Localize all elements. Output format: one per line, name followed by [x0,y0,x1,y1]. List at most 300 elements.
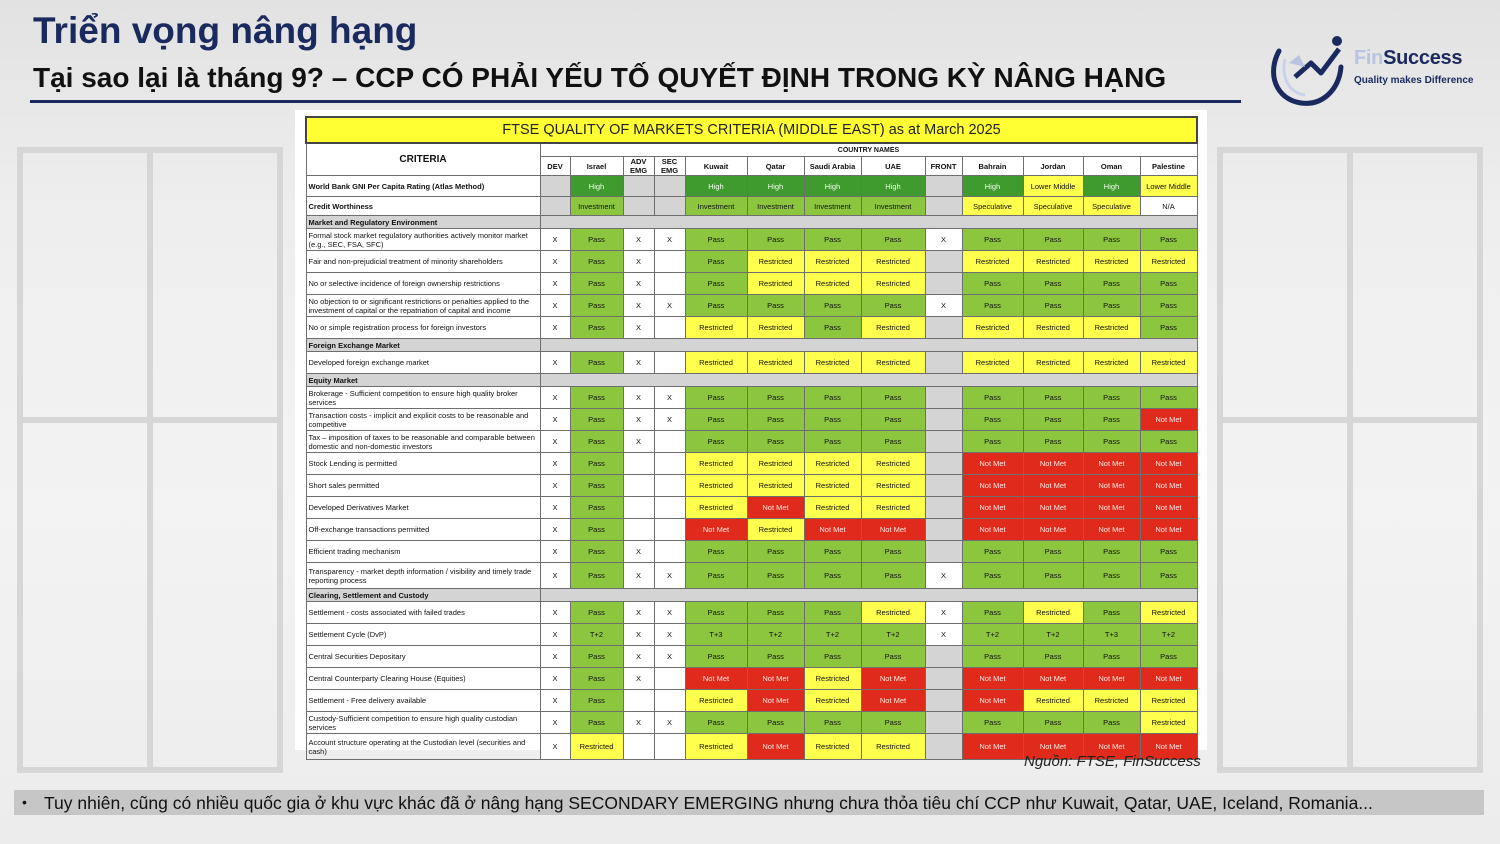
column-header: UAE [861,157,925,176]
status-cell: Pass [685,409,747,431]
status-cell: X [540,646,570,668]
status-cell: Not Met [747,690,804,712]
status-cell: Pass [804,431,861,453]
section-filler [540,374,1197,387]
status-cell: High [747,176,804,197]
status-cell [925,273,962,295]
status-cell [623,475,654,497]
status-cell: Pass [804,646,861,668]
status-cell: Restricted [1023,251,1083,273]
criteria-label: Developed foreign exchange market [306,352,540,374]
status-cell: Restricted [1023,690,1083,712]
status-cell: Pass [570,541,623,563]
page-title: Triển vọng nâng hạng [33,10,418,51]
status-cell: Pass [747,712,804,734]
status-cell: Pass [570,519,623,541]
status-cell: Pass [747,295,804,317]
criteria-label: Settlement - Free delivery available [306,690,540,712]
status-cell: Pass [962,646,1023,668]
status-cell: T+2 [962,624,1023,646]
status-cell: Restricted [962,317,1023,339]
status-cell: Restricted [804,453,861,475]
criteria-label: Settlement Cycle (DvP) [306,624,540,646]
criteria-label: Efficient trading mechanism [306,541,540,563]
criteria-row [306,387,1197,409]
status-cell: Not Met [1023,453,1083,475]
status-cell: High [861,176,925,197]
status-cell: X [654,602,685,624]
criteria-label: World Bank GNI Per Capita Rating (Atlas Method) [306,176,540,197]
status-cell: Restricted [1083,317,1140,339]
status-cell [654,519,685,541]
status-cell: T+3 [1083,624,1140,646]
status-cell [623,197,654,216]
status-cell: X [540,497,570,519]
status-cell: Not Met [1023,497,1083,519]
status-cell: Not Met [1140,475,1197,497]
status-cell: Pass [570,409,623,431]
column-header: Bahrain [962,157,1023,176]
status-cell: Pass [962,273,1023,295]
criteria-label: Developed Derivatives Market [306,497,540,519]
status-cell: Pass [685,563,747,589]
status-cell: X [623,624,654,646]
status-cell: X [623,668,654,690]
status-cell: Not Met [1083,734,1140,760]
status-cell: Pass [570,712,623,734]
column-header: FRONT [925,157,962,176]
status-cell: X [540,712,570,734]
column-header: Saudi Arabia [804,157,861,176]
status-cell: Pass [1140,646,1197,668]
status-cell: Pass [570,251,623,273]
status-cell: Restricted [685,497,747,519]
status-cell: Restricted [747,273,804,295]
status-cell: Pass [747,646,804,668]
status-cell: Pass [570,352,623,374]
criteria-row [306,563,1197,589]
status-cell: Restricted [861,273,925,295]
status-cell: X [925,624,962,646]
status-cell: Pass [570,646,623,668]
status-cell: X [623,602,654,624]
status-cell: X [925,602,962,624]
finsuccess-logo [1265,33,1475,108]
status-cell: Not Met [962,734,1023,760]
status-cell: X [925,563,962,589]
status-cell: Pass [861,387,925,409]
criteria-label: Short sales permitted [306,475,540,497]
status-cell: Restricted [861,317,925,339]
status-cell: Speculative [1083,197,1140,216]
status-cell: T+2 [861,624,925,646]
status-cell: Pass [747,431,804,453]
status-cell: Pass [962,541,1023,563]
status-cell: Pass [685,387,747,409]
status-cell: Pass [1140,273,1197,295]
status-cell: X [540,295,570,317]
status-cell: Pass [570,668,623,690]
status-cell [925,541,962,563]
status-cell: Pass [570,295,623,317]
status-cell: X [540,541,570,563]
status-cell [925,734,962,760]
status-cell: Restricted [1140,690,1197,712]
status-cell: Not Met [1140,497,1197,519]
status-cell: Not Met [1023,734,1083,760]
status-cell [654,273,685,295]
status-cell: Pass [685,646,747,668]
status-cell: Pass [1140,387,1197,409]
status-cell: Restricted [861,475,925,497]
status-cell: Pass [962,295,1023,317]
criteria-header: CRITERIA [306,143,540,176]
status-cell: Restricted [804,352,861,374]
status-cell: X [540,668,570,690]
status-cell: Not Met [747,497,804,519]
section-row [306,374,1197,387]
status-cell: Pass [747,541,804,563]
status-cell: Pass [962,712,1023,734]
status-cell [623,734,654,760]
section-row [306,339,1197,352]
status-cell: Pass [685,273,747,295]
status-cell [540,176,570,197]
status-cell: Pass [1023,541,1083,563]
status-cell [925,387,962,409]
status-cell: Investment [861,197,925,216]
status-cell: Not Met [685,519,747,541]
status-cell: X [654,624,685,646]
status-cell: Pass [1083,387,1140,409]
status-cell: Speculative [1023,197,1083,216]
status-cell [925,317,962,339]
status-cell: T+2 [1023,624,1083,646]
status-cell: Pass [1023,712,1083,734]
section-label: Clearing, Settlement and Custody [306,589,540,602]
status-cell: Pass [1140,431,1197,453]
status-cell: X [925,295,962,317]
status-cell [540,197,570,216]
status-cell: Pass [570,431,623,453]
status-cell: T+2 [1140,624,1197,646]
status-cell: X [623,646,654,668]
status-cell: Investment [570,197,623,216]
column-header: Qatar [747,157,804,176]
status-cell: Not Met [1083,453,1140,475]
status-cell: T+2 [804,624,861,646]
status-cell [925,475,962,497]
status-cell: Pass [1023,646,1083,668]
criteria-row [306,251,1197,273]
status-cell: Pass [570,387,623,409]
status-cell: X [540,519,570,541]
status-cell: X [623,563,654,589]
status-cell: Pass [1083,563,1140,589]
status-cell: Pass [1083,602,1140,624]
status-cell: Pass [747,229,804,251]
status-cell: Pass [1023,273,1083,295]
status-cell: Pass [804,229,861,251]
section-row [306,216,1197,229]
status-cell [925,519,962,541]
status-cell [623,176,654,197]
status-cell: Pass [962,431,1023,453]
section-filler [540,216,1197,229]
status-cell: Not Met [1023,668,1083,690]
status-cell: Restricted [747,453,804,475]
criteria-label: No or simple registration process for foreign investors [306,317,540,339]
section-label: Market and Regulatory Environment [306,216,540,229]
status-cell [654,197,685,216]
status-cell: X [540,251,570,273]
status-cell: X [540,431,570,453]
status-cell [623,453,654,475]
status-cell: Pass [1083,712,1140,734]
status-cell: Pass [804,295,861,317]
status-cell: Not Met [962,519,1023,541]
criteria-row [306,602,1197,624]
criteria-label: Tax – imposition of taxes to be reasonable and comparable between domestic and non-domestic investors [306,431,540,453]
column-header: Israel [570,157,623,176]
status-cell: X [623,273,654,295]
criteria-row [306,176,1197,197]
status-cell: Pass [861,563,925,589]
status-cell: X [654,295,685,317]
status-cell: Restricted [1140,251,1197,273]
section-label: Foreign Exchange Market [306,339,540,352]
status-cell: Pass [1023,563,1083,589]
status-cell: X [654,229,685,251]
status-cell: Not Met [1023,519,1083,541]
criteria-row [306,668,1197,690]
status-cell [925,352,962,374]
status-cell: Not Met [861,519,925,541]
criteria-label: Off-exchange transactions permitted [306,519,540,541]
status-cell: X [540,273,570,295]
status-cell: Pass [804,409,861,431]
status-cell: Not Met [962,668,1023,690]
status-cell: Not Met [747,734,804,760]
status-cell [925,690,962,712]
status-cell: Not Met [1140,453,1197,475]
brand-fin: Fin [1354,47,1384,69]
criteria-label: Credit Worthiness [306,197,540,216]
status-cell [654,251,685,273]
status-cell: Pass [570,602,623,624]
status-cell: Pass [570,229,623,251]
status-cell: X [925,229,962,251]
status-cell: Pass [747,387,804,409]
status-cell: Restricted [570,734,623,760]
ftse-criteria-figure [295,110,1207,756]
section-label: Equity Market [306,374,540,387]
status-cell: Speculative [962,197,1023,216]
status-cell: Restricted [747,475,804,497]
status-cell: Pass [685,295,747,317]
status-cell: X [540,453,570,475]
status-cell: X [623,229,654,251]
status-cell: Pass [1023,387,1083,409]
status-cell: Pass [570,453,623,475]
status-cell: Lower Middle [1140,176,1197,197]
title-underline [30,100,1241,103]
status-cell: Pass [861,431,925,453]
status-cell: Pass [962,602,1023,624]
status-cell: Pass [861,229,925,251]
status-cell: Investment [685,197,747,216]
status-cell: Pass [685,602,747,624]
status-cell [654,431,685,453]
status-cell: Pass [1140,541,1197,563]
status-cell: Not Met [861,668,925,690]
status-cell: Pass [570,563,623,589]
status-cell: Not Met [1140,409,1197,431]
criteria-row [306,352,1197,374]
status-cell: Pass [861,646,925,668]
status-cell: Pass [962,229,1023,251]
status-cell: Pass [747,409,804,431]
criteria-row [306,229,1197,251]
status-cell [654,352,685,374]
status-cell: Restricted [861,251,925,273]
status-cell: Restricted [1140,352,1197,374]
criteria-row [306,541,1197,563]
status-cell: X [654,387,685,409]
status-cell: Restricted [1023,352,1083,374]
status-cell: Not Met [1083,668,1140,690]
status-cell: Pass [1023,409,1083,431]
country-names-header: COUNTRY NAMES [540,143,1197,157]
status-cell: High [685,176,747,197]
status-cell: X [623,712,654,734]
status-cell: X [623,295,654,317]
column-header: Kuwait [685,157,747,176]
status-cell: T+2 [570,624,623,646]
status-cell: Pass [570,273,623,295]
status-cell: High [804,176,861,197]
status-cell: Restricted [1140,602,1197,624]
status-cell: Restricted [804,273,861,295]
status-cell: X [540,690,570,712]
status-cell: Restricted [1140,712,1197,734]
finsuccess-emblem-icon [1265,33,1351,108]
status-cell: X [623,387,654,409]
criteria-row [306,497,1197,519]
status-cell: Pass [804,387,861,409]
status-cell: Restricted [1023,317,1083,339]
status-cell: Not Met [1140,734,1197,760]
column-header: DEV [540,157,570,176]
status-cell [925,453,962,475]
status-cell: Pass [1083,229,1140,251]
status-cell: X [654,646,685,668]
section-filler [540,589,1197,602]
ftse-criteria-table [305,116,1198,760]
criteria-row [306,409,1197,431]
status-cell: N/A [1140,197,1197,216]
status-cell: X [623,317,654,339]
criteria-label: Fair and non-prejudicial treatment of minority shareholders [306,251,540,273]
status-cell: Not Met [1083,497,1140,519]
status-cell: X [540,352,570,374]
status-cell: X [540,602,570,624]
status-cell: Restricted [804,668,861,690]
status-cell: X [540,734,570,760]
criteria-label: Custody-Sufficient competition to ensure high quality custodian services [306,712,540,734]
status-cell: Restricted [861,352,925,374]
status-cell: High [570,176,623,197]
criteria-row [306,273,1197,295]
status-cell: Not Met [962,497,1023,519]
status-cell: Pass [747,563,804,589]
criteria-label: Account structure operating at the Custodian level (securities and cash) [306,734,540,760]
brand-success: Success [1383,47,1463,69]
status-cell: Pass [1140,317,1197,339]
status-cell: X [654,563,685,589]
column-header: Jordan [1023,157,1083,176]
status-cell: High [1083,176,1140,197]
status-cell: Restricted [861,453,925,475]
criteria-row [306,690,1197,712]
status-cell: Pass [861,541,925,563]
criteria-label: No objection to or significant restrictions or penalties applied to the investment of capital or the repatriation of capital and income [306,295,540,317]
status-cell: X [623,409,654,431]
brand-tagline: Quality makes Difference [1354,75,1474,86]
status-cell: Pass [962,563,1023,589]
status-cell: Restricted [685,690,747,712]
status-cell: Pass [1140,229,1197,251]
criteria-row [306,197,1197,216]
status-cell: T+3 [685,624,747,646]
status-cell: Not Met [962,453,1023,475]
status-cell: Pass [1083,431,1140,453]
column-header: Palestine [1140,157,1197,176]
status-cell [925,668,962,690]
criteria-label: Transaction costs - implicit and explicit costs to be reasonable and competitive [306,409,540,431]
status-cell: X [654,712,685,734]
status-cell: X [540,563,570,589]
status-cell: Pass [804,317,861,339]
status-cell: Restricted [962,251,1023,273]
criteria-label: Transparency - market depth information / visibility and timely trade reporting process [306,563,540,589]
status-cell: Pass [570,475,623,497]
status-cell: X [540,317,570,339]
status-cell: Restricted [1083,690,1140,712]
status-cell: High [962,176,1023,197]
status-cell [925,409,962,431]
criteria-row [306,624,1197,646]
status-cell [925,431,962,453]
status-cell: Pass [570,497,623,519]
status-cell: Investment [747,197,804,216]
status-cell [654,734,685,760]
status-cell: X [540,475,570,497]
criteria-row [306,295,1197,317]
column-header: ADV EMG [623,157,654,176]
criteria-row [306,712,1197,734]
status-cell: Pass [747,602,804,624]
status-cell: Restricted [861,497,925,519]
status-cell: Not Met [1140,519,1197,541]
status-cell: Restricted [685,317,747,339]
status-cell [654,475,685,497]
criteria-label: Stock Lending is permitted [306,453,540,475]
status-cell: Restricted [804,734,861,760]
page-subtitle: Tại sao lại là tháng 9? – CCP CÓ PHẢI YẾU TỐ QUYẾT ĐỊNH TRONG KỲ NÂNG HẠNG [33,62,1167,93]
status-cell: Pass [804,541,861,563]
status-cell [925,176,962,197]
